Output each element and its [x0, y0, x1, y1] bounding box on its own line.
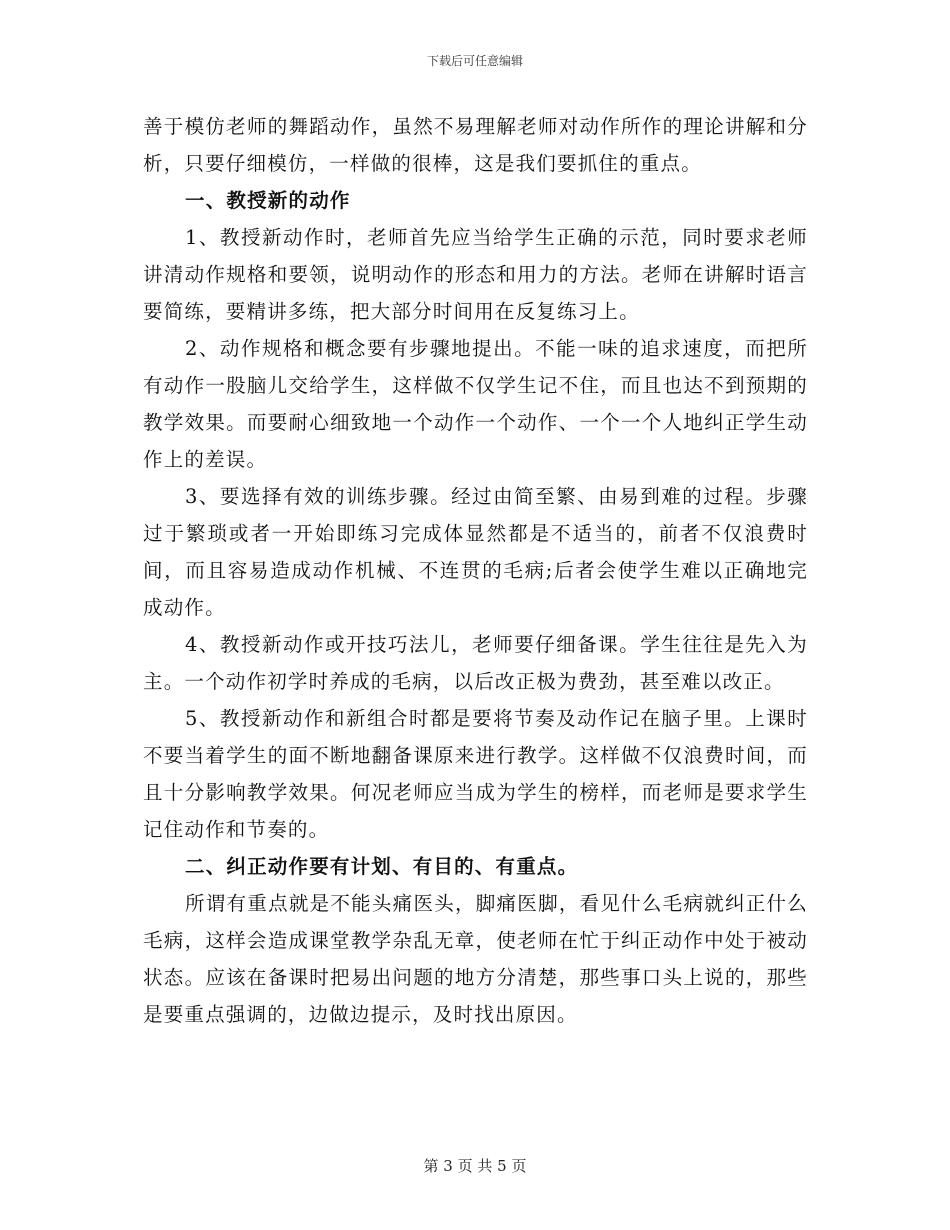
page-header-note: 下载后可任意编辑	[426, 54, 523, 68]
paragraph-section-2: 所谓有重点就是不能头痛医头，脚痛医脚，看见什么毛病就纠正什么毛病，这样会造成课堂教学杂乱无章，使老师在忙于纠正动作中处于被动状态。应该在备课时把易出问题的地方分清楚，那些事口头上说的，那些是要重点强调的，边做边提示，及时找出原因。	[143, 892, 808, 1026]
section-heading-1: 一、教授新的动作	[185, 189, 351, 212]
paragraph-item-4: 4、教授新动作或开技巧法儿，老师要仔细备课。学生往往是先入为主。一个动作初学时养成的毛病，以后改正极为费劲，甚至难以改正。	[143, 633, 808, 693]
paragraph-item-3: 3、要选择有效的训练步骤。经过由简至繁、由易到难的过程。步骤过于繁琐或者一开始即练习完成体显然都是不适当的，前者不仅浪费时间，而且容易造成动作机械、不连贯的毛病;后者会使学生难以正确地完成动作。	[143, 485, 808, 619]
page-number: 第 3 页 共 5 页	[423, 1157, 527, 1175]
document-body	[143, 108, 808, 1033]
paragraph-item-5: 5、教授新动作和新组合时都是要将节奏及动作记在脑子里。上课时不要当着学生的面不断地翻备课原来进行教学。这样做不仅浪费时间，而且十分影响教学效果。何况老师应当成为学生的榜样，而老师是要求学生记住动作和节奏的。	[143, 707, 808, 841]
paragraph-continued: 善于模仿老师的舞蹈动作，虽然不易理解老师对动作所作的理论讲解和分析，只要仔细模仿，一样做的很棒，这是我们要抓住的重点。	[143, 115, 808, 175]
paragraph-item-1: 1、教授新动作时，老师首先应当给学生正确的示范，同时要求老师讲清动作规格和要领，说明动作的形态和用力的方法。老师在讲解时语言要简练，要精讲多练，把大部分时间用在反复练习上。	[143, 226, 808, 323]
paragraph-item-2: 2、动作规格和概念要有步骤地提出。不能一味的追求速度，而把所有动作一股脑儿交给学生，这样做不仅学生记不住，而且也达不到预期的教学效果。而要耐心细致地一个动作一个动作、一个一个人地纠正学生动作上的差误。	[143, 337, 808, 471]
section-heading-2: 二、纠正动作要有计划、有目的、有重点。	[185, 855, 579, 878]
